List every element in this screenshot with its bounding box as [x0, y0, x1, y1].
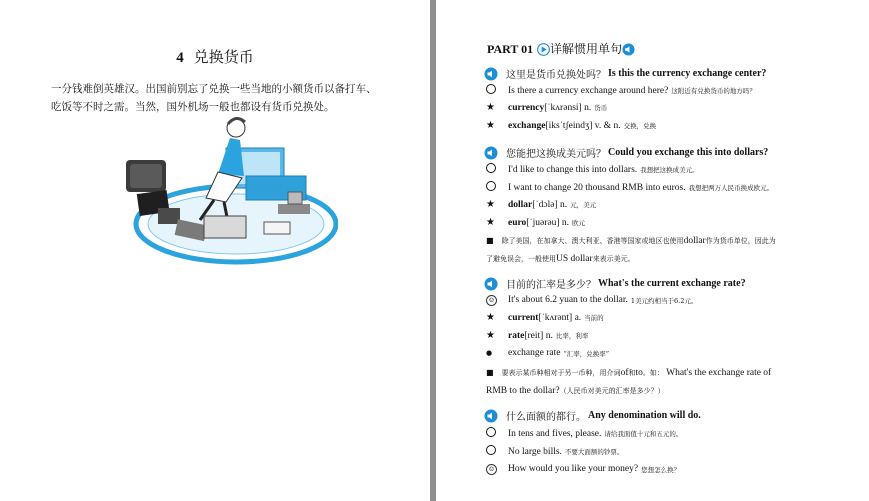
circle-bullet-icon — [486, 181, 496, 191]
star-bullet-icon: ★ — [486, 312, 495, 323]
part-title-text: 详解惯用单句 — [549, 42, 622, 56]
q3-answer: ☺ It's about 6.2 yuan to the dollar. 1美元约相当于6.2元。 — [486, 294, 697, 306]
speaker-icon[interactable] — [484, 277, 498, 291]
dot-bullet-icon: ● — [486, 349, 493, 357]
part-label: PART 01 — [487, 42, 534, 56]
circle-bullet-icon — [486, 84, 496, 94]
packing-suitcase-illustration — [118, 112, 338, 287]
dialog-face-icon: ☺ — [486, 464, 497, 475]
q2-note: ■ 除了美国，在加拿大、澳大利亚、香港等国家或地区也使用dollar作为货币单位，因此为 了避免误会，一般使用US dollar来表示美元。 — [486, 236, 776, 264]
square-bullet-icon: ■ — [486, 368, 494, 377]
speaker-icon[interactable] — [484, 146, 498, 160]
q2-chinese: 您能把这换成美元吗？ — [506, 149, 606, 160]
part-title — [487, 40, 635, 57]
q2-english: Could you exchange this into dollars? — [608, 147, 769, 158]
phrase-exchange-rate: ● exchange rate “汇率，兑换率” — [486, 348, 610, 358]
speaker-icon[interactable] — [484, 409, 498, 423]
q2-sentence-1: I'd like to change this into dollars. 我想把这换成美元。 — [486, 163, 699, 176]
vocab-currency: ★ currency [ˈkʌrənsi] n. 货币 — [486, 102, 608, 113]
q3-note: ■ 要表示某币种相对于另一币种，用介词of和to。如： What's the exchange rate of RMB to the dollar?（人民币对美元的汇率是多少？） — [486, 368, 772, 396]
vocab-current: ★ current [ˈkʌrənt] a. 当前的 — [486, 312, 604, 323]
circle-bullet-icon — [486, 427, 496, 437]
question-3 — [484, 276, 746, 291]
question-2 — [484, 145, 768, 160]
q1-alternative: Is there a currency exchange around here? 这附近有兑换货币的地方吗？ — [486, 84, 756, 97]
star-bullet-icon: ★ — [486, 120, 495, 131]
play-icon[interactable] — [537, 43, 550, 56]
star-bullet-icon: ★ — [486, 199, 495, 210]
chapter-title-text: 兑换货币 — [193, 48, 254, 66]
speaker-icon[interactable] — [622, 43, 635, 56]
q3-english: What's the current exchange rate? — [598, 278, 746, 289]
q1-chinese: 这里是货币兑换处吗？ — [506, 70, 606, 81]
vocab-rate: ★ rate [reit] n. 比率，利率 — [486, 330, 589, 341]
question-1 — [484, 66, 766, 81]
q4-sentence-1: In tens and fives, please. 请给我面值十元和五元的。 — [486, 427, 682, 440]
star-bullet-icon: ★ — [486, 330, 495, 341]
vocab-exchange: ★ exchange [iksˈtʃeindʒ] v. & n. 交换，兑换 — [486, 120, 657, 131]
square-bullet-icon: ■ — [486, 236, 494, 245]
left-page — [0, 0, 430, 501]
q4-sentence-2: No large bills. 不要大面额的钞票。 — [486, 445, 623, 458]
q4-english: Any denomination will do. — [588, 410, 701, 421]
chapter-title — [0, 46, 430, 67]
q2-sentence-2: I want to change 20 thousand RMB into euros. 我想把两万人民币换成欧元。 — [486, 181, 773, 194]
question-4 — [484, 408, 701, 423]
star-bullet-icon: ★ — [486, 217, 495, 228]
vocab-dollar: ★ dollar [ˈdɔlə] n. 元，美元 — [486, 199, 597, 210]
intro-line-1: 一分钱难倒英雄汉。出国前别忘了兑换一些当地的小额货币以备打车、 — [51, 83, 377, 95]
star-bullet-icon: ★ — [486, 102, 495, 113]
circle-bullet-icon — [486, 163, 496, 173]
intro-line-2: 吃饭等不时之需。当然，国外机场一般也都设有货币兑换处。 — [51, 101, 335, 113]
q4-chinese: 什么面额的都行。 — [506, 412, 586, 423]
chapter-intro — [51, 80, 381, 116]
q4-sentence-3: ☺ How would you like your money? 您想怎么换？ — [486, 463, 680, 475]
q1-english: Is this the currency exchange center? — [608, 68, 767, 79]
q3-chinese: 目前的汇率是多少？ — [506, 280, 596, 291]
chapter-number: 4 — [176, 50, 184, 66]
smiley-face-icon: ☺ — [486, 295, 497, 306]
vocab-euro: ★ euro [ˈjuərəu] n. 欧元 — [486, 217, 586, 228]
circle-bullet-icon — [486, 445, 496, 455]
right-page — [436, 0, 869, 501]
speaker-icon[interactable] — [484, 67, 498, 81]
